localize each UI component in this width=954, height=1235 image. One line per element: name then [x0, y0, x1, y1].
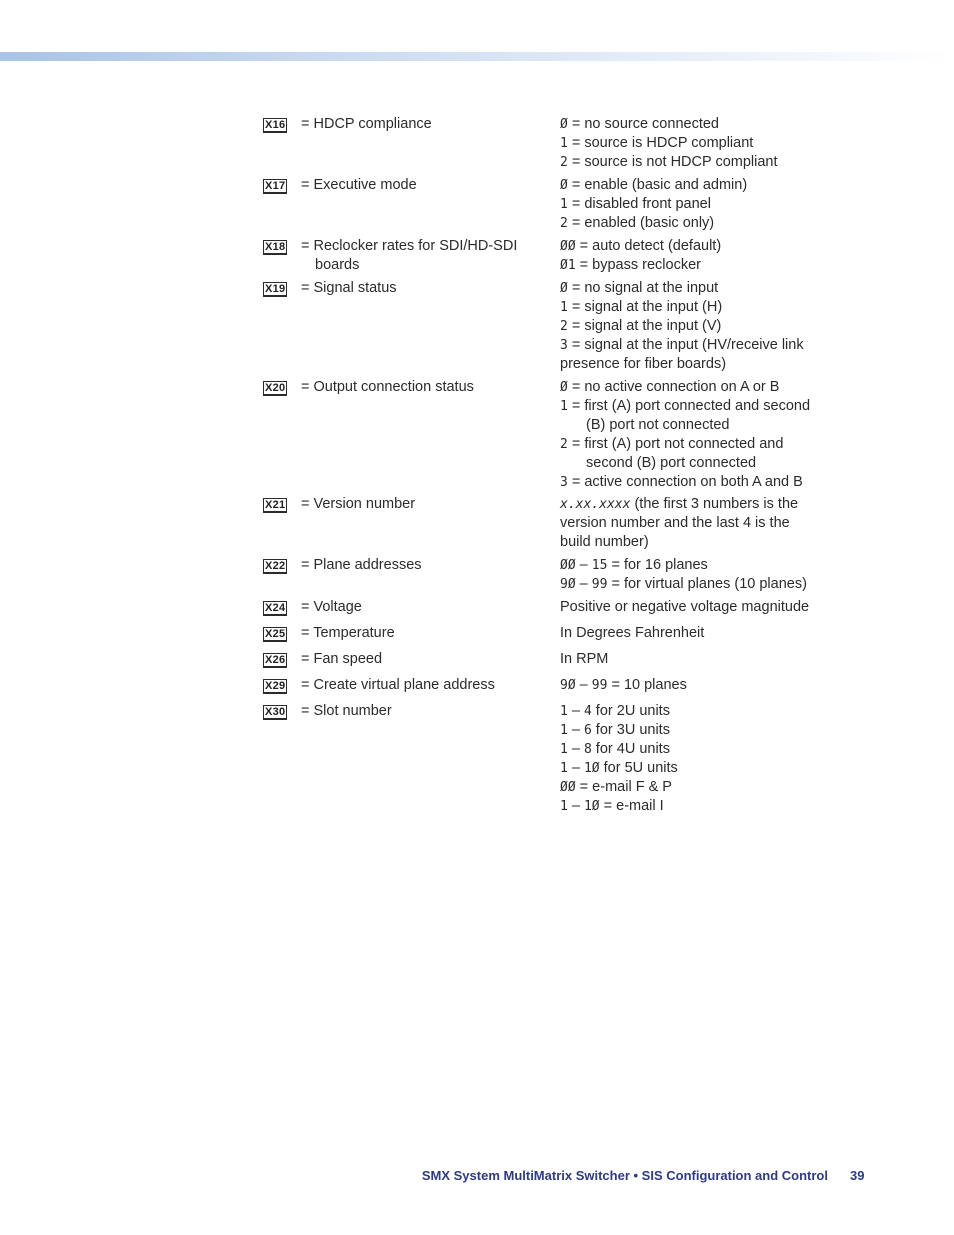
- row-values: [560, 624, 850, 643]
- value-line: 3 = active connection on both A and B: [560, 474, 803, 490]
- variable-tag: X29: [265, 680, 286, 692]
- page-number: 39: [850, 1168, 865, 1183]
- row-description: = Create virtual plane address: [301, 677, 495, 693]
- footer-title: SMX System MultiMatrix Switcher • SIS Configuration and Control: [421, 1168, 828, 1183]
- variable-tag: X30: [265, 706, 286, 718]
- value-line: 1 = first (A) port connected and second: [560, 398, 811, 414]
- row-description: = Reclocker rates for SDI/HD-SDI boards: [301, 238, 518, 273]
- row-values: [560, 279, 850, 374]
- row-description: = Voltage: [301, 599, 362, 615]
- row-values: [560, 702, 850, 816]
- value-line: 1 = source is HDCP compliant: [560, 135, 754, 151]
- value-line: 2 = first (A) port not connected and: [560, 436, 784, 452]
- value-line: Ø = no source connected: [560, 116, 719, 132]
- variable-tag: X20: [265, 382, 286, 394]
- value-line: 1 = signal at the input (H): [560, 299, 723, 315]
- variable-tag: X18: [265, 241, 286, 253]
- row-description: = Output connection status: [301, 379, 474, 395]
- row-description: = Version number: [301, 496, 416, 512]
- variable-tag: X21: [265, 499, 286, 511]
- value-line: 3 = signal at the input (HV/receive link: [560, 337, 804, 353]
- value-line: 1 – 8 for 4U units: [560, 741, 670, 757]
- value-line: In RPM: [560, 651, 609, 667]
- value-line: 1 – 1Ø = e-mail I: [560, 798, 664, 814]
- value-line: version number and the last 4 is the: [560, 515, 790, 531]
- variable-tag: X22: [265, 560, 286, 572]
- row-values: [560, 650, 850, 669]
- row-description: = Signal status: [301, 280, 397, 296]
- row-description: = Slot number: [301, 703, 392, 719]
- value-line: Ø = no signal at the input: [560, 280, 719, 296]
- row-description: = Executive mode: [301, 177, 417, 193]
- row-description: = Fan speed: [301, 651, 383, 667]
- value-line: 2 = enabled (basic only): [560, 215, 715, 231]
- row-description: = HDCP compliance: [301, 116, 432, 132]
- value-line: 2 = source is not HDCP compliant: [560, 154, 778, 170]
- value-line: (B) port not connected: [586, 417, 730, 433]
- row-values: [560, 378, 850, 492]
- value-line: ØØ – 15 = for 16 planes: [560, 557, 708, 573]
- row-values: [560, 495, 850, 552]
- row-description: = Temperature: [301, 625, 395, 641]
- value-line: 1 – 6 for 3U units: [560, 722, 670, 738]
- value-line: 1 = disabled front panel: [560, 196, 711, 212]
- row-values: [560, 115, 850, 172]
- value-line: second (B) port connected: [586, 455, 757, 471]
- variable-tag: X17: [265, 180, 286, 192]
- variable-tag: X16: [265, 119, 286, 131]
- value-line: presence for fiber boards): [560, 356, 727, 372]
- row-values: [560, 556, 850, 594]
- value-line: 1 – 4 for 2U units: [560, 703, 670, 719]
- value-line: ØØ = e-mail F & P: [560, 779, 672, 795]
- value-line: Positive or negative voltage magnitude: [560, 599, 810, 615]
- variable-tag: X25: [265, 628, 286, 640]
- value-line: 9Ø – 99 = 10 planes: [560, 677, 687, 693]
- value-line: Ø = enable (basic and admin): [560, 177, 748, 193]
- value-line: 2 = signal at the input (V): [560, 318, 722, 334]
- value-line: build number): [560, 534, 649, 550]
- header-color-band: [0, 52, 954, 61]
- row-description: = Plane addresses: [301, 557, 422, 573]
- row-values: [560, 676, 850, 695]
- variable-tag: X19: [265, 283, 286, 295]
- variable-tag: X26: [265, 654, 286, 666]
- row-values: [560, 176, 850, 233]
- row-values: [560, 237, 850, 275]
- value-line: Ø = no active connection on A or B: [560, 379, 780, 395]
- value-line: 1 – 1Ø for 5U units: [560, 760, 678, 776]
- value-line: 9Ø – 99 = for virtual planes (10 planes): [560, 576, 807, 592]
- row-values: [560, 598, 850, 617]
- value-line: Ø1 = bypass reclocker: [560, 257, 701, 273]
- value-line: ØØ = auto detect (default): [560, 238, 722, 254]
- variable-tag: X24: [265, 602, 286, 614]
- value-line: x.xx.xxxx (the first 3 numbers is the: [560, 496, 799, 512]
- value-line: In Degrees Fahrenheit: [560, 625, 705, 641]
